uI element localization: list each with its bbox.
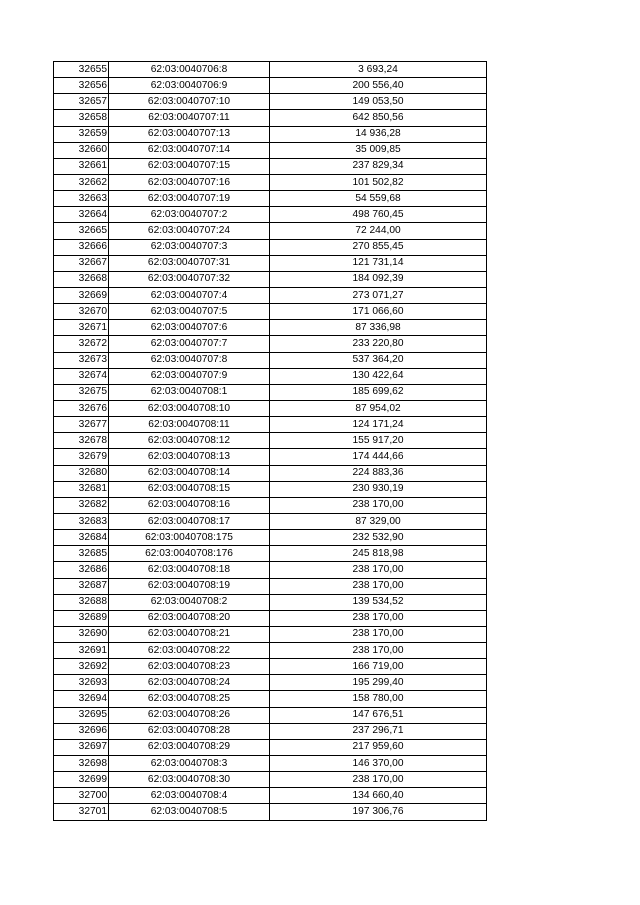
row-number-cell: 32668 xyxy=(54,271,109,287)
row-number-cell: 32672 xyxy=(54,336,109,352)
table-row xyxy=(54,497,487,513)
table-row xyxy=(54,207,487,223)
cadastral-number-cell: 62:03:0040708:20 xyxy=(109,610,270,626)
row-number-cell: 32681 xyxy=(54,481,109,497)
cadastral-number-cell: 62:03:0040708:19 xyxy=(109,578,270,594)
cadastral-number-cell: 62:03:0040707:2 xyxy=(109,207,270,223)
row-number-cell: 32662 xyxy=(54,174,109,190)
cadastral-value-cell: 232 532,90 xyxy=(270,530,487,546)
row-number-cell: 32661 xyxy=(54,158,109,174)
cadastral-value-cell: 184 092,39 xyxy=(270,271,487,287)
table-row xyxy=(54,78,487,94)
cadastral-number-cell: 62:03:0040708:17 xyxy=(109,513,270,529)
row-number-cell: 32666 xyxy=(54,239,109,255)
row-number-cell: 32679 xyxy=(54,449,109,465)
cadastral-number-cell: 62:03:0040708:21 xyxy=(109,626,270,642)
row-number-cell: 32698 xyxy=(54,756,109,772)
row-number-cell: 32685 xyxy=(54,546,109,562)
row-number-cell: 32687 xyxy=(54,578,109,594)
cadastral-number-cell: 62:03:0040707:19 xyxy=(109,191,270,207)
cadastral-value-cell: 270 855,45 xyxy=(270,239,487,255)
cadastral-value-cell: 238 170,00 xyxy=(270,497,487,513)
table-row xyxy=(54,223,487,239)
cadastral-value-cell: 130 422,64 xyxy=(270,368,487,384)
table-row xyxy=(54,287,487,303)
table-row xyxy=(54,691,487,707)
row-number-cell: 32684 xyxy=(54,530,109,546)
row-number-cell: 32682 xyxy=(54,497,109,513)
cadastral-value-cell: 238 170,00 xyxy=(270,578,487,594)
table-row xyxy=(54,142,487,158)
row-number-cell: 32688 xyxy=(54,594,109,610)
cadastral-value-cell: 72 244,00 xyxy=(270,223,487,239)
cadastral-value-cell: 217 959,60 xyxy=(270,739,487,755)
cadastral-value-cell: 124 171,24 xyxy=(270,417,487,433)
row-number-cell: 32694 xyxy=(54,691,109,707)
cadastral-number-cell: 62:03:0040707:15 xyxy=(109,158,270,174)
cadastral-number-cell: 62:03:0040708:28 xyxy=(109,723,270,739)
cadastral-number-cell: 62:03:0040708:18 xyxy=(109,562,270,578)
cadastral-number-cell: 62:03:0040708:175 xyxy=(109,530,270,546)
table-body xyxy=(54,62,487,821)
cadastral-value-cell: 642 850,56 xyxy=(270,110,487,126)
cadastral-value-cell: 238 170,00 xyxy=(270,643,487,659)
cadastral-number-cell: 62:03:0040707:9 xyxy=(109,368,270,384)
row-number-cell: 32680 xyxy=(54,465,109,481)
table-row xyxy=(54,804,487,820)
cadastral-number-cell: 62:03:0040708:23 xyxy=(109,659,270,675)
table-row xyxy=(54,94,487,110)
cadastral-number-cell: 62:03:0040708:26 xyxy=(109,707,270,723)
cadastral-number-cell: 62:03:0040707:32 xyxy=(109,271,270,287)
table-row xyxy=(54,62,487,78)
table-row xyxy=(54,659,487,675)
row-number-cell: 32665 xyxy=(54,223,109,239)
cadastral-number-cell: 62:03:0040708:14 xyxy=(109,465,270,481)
table-row xyxy=(54,562,487,578)
cadastral-number-cell: 62:03:0040708:3 xyxy=(109,756,270,772)
table-row xyxy=(54,788,487,804)
row-number-cell: 32669 xyxy=(54,287,109,303)
row-number-cell: 32676 xyxy=(54,400,109,416)
cadastral-value-cell: 230 930,19 xyxy=(270,481,487,497)
cadastral-value-cell: 14 936,28 xyxy=(270,126,487,142)
table-row xyxy=(54,433,487,449)
cadastral-number-cell: 62:03:0040708:30 xyxy=(109,772,270,788)
cadastral-value-cell: 171 066,60 xyxy=(270,304,487,320)
table-row xyxy=(54,352,487,368)
table-row xyxy=(54,546,487,562)
row-number-cell: 32693 xyxy=(54,675,109,691)
cadastral-number-cell: 62:03:0040707:3 xyxy=(109,239,270,255)
row-number-cell: 32657 xyxy=(54,94,109,110)
table-row xyxy=(54,594,487,610)
table-row xyxy=(54,417,487,433)
cadastral-value-cell: 273 071,27 xyxy=(270,287,487,303)
table-row xyxy=(54,255,487,271)
cadastral-value-cell: 139 534,52 xyxy=(270,594,487,610)
row-number-cell: 32695 xyxy=(54,707,109,723)
table-row xyxy=(54,465,487,481)
cadastral-value-cell: 3 693,24 xyxy=(270,62,487,78)
cadastral-number-cell: 62:03:0040707:4 xyxy=(109,287,270,303)
table-row xyxy=(54,739,487,755)
cadastral-number-cell: 62:03:0040708:22 xyxy=(109,643,270,659)
table-row xyxy=(54,513,487,529)
cadastral-number-cell: 62:03:0040708:11 xyxy=(109,417,270,433)
table-row xyxy=(54,336,487,352)
cadastral-value-cell: 200 556,40 xyxy=(270,78,487,94)
table-row xyxy=(54,239,487,255)
cadastral-number-cell: 62:03:0040708:12 xyxy=(109,433,270,449)
table-row xyxy=(54,723,487,739)
cadastral-value-cell: 238 170,00 xyxy=(270,610,487,626)
cadastral-number-cell: 62:03:0040707:13 xyxy=(109,126,270,142)
cadastral-value-cell: 155 917,20 xyxy=(270,433,487,449)
table-row xyxy=(54,174,487,190)
table-row xyxy=(54,110,487,126)
cadastral-value-cell: 537 364,20 xyxy=(270,352,487,368)
cadastral-value-cell: 238 170,00 xyxy=(270,626,487,642)
cadastral-value-cell: 87 336,98 xyxy=(270,320,487,336)
cadastral-value-cell: 158 780,00 xyxy=(270,691,487,707)
table-row xyxy=(54,384,487,400)
cadastral-value-cell: 238 170,00 xyxy=(270,562,487,578)
table-row xyxy=(54,481,487,497)
row-number-cell: 32691 xyxy=(54,643,109,659)
row-number-cell: 32677 xyxy=(54,417,109,433)
table-row xyxy=(54,191,487,207)
table-row xyxy=(54,578,487,594)
cadastral-number-cell: 62:03:0040707:7 xyxy=(109,336,270,352)
row-number-cell: 32683 xyxy=(54,513,109,529)
row-number-cell: 32660 xyxy=(54,142,109,158)
row-number-cell: 32675 xyxy=(54,384,109,400)
table-row xyxy=(54,772,487,788)
table-row xyxy=(54,400,487,416)
table-row xyxy=(54,271,487,287)
cadastral-number-cell: 62:03:0040708:1 xyxy=(109,384,270,400)
row-number-cell: 32674 xyxy=(54,368,109,384)
row-number-cell: 32689 xyxy=(54,610,109,626)
cadastral-value-cell: 237 296,71 xyxy=(270,723,487,739)
row-number-cell: 32696 xyxy=(54,723,109,739)
cadastral-number-cell: 62:03:0040708:5 xyxy=(109,804,270,820)
cadastral-number-cell: 62:03:0040707:10 xyxy=(109,94,270,110)
row-number-cell: 32655 xyxy=(54,62,109,78)
cadastral-number-cell: 62:03:0040707:11 xyxy=(109,110,270,126)
cadastral-value-cell: 174 444,66 xyxy=(270,449,487,465)
cadastral-value-cell: 87 954,02 xyxy=(270,400,487,416)
cadastral-number-cell: 62:03:0040708:176 xyxy=(109,546,270,562)
cadastral-value-cell: 121 731,14 xyxy=(270,255,487,271)
table-row xyxy=(54,756,487,772)
cadastral-number-cell: 62:03:0040708:25 xyxy=(109,691,270,707)
cadastral-number-cell: 62:03:0040707:6 xyxy=(109,320,270,336)
cadastral-value-cell: 498 760,45 xyxy=(270,207,487,223)
cadastral-value-cell: 245 818,98 xyxy=(270,546,487,562)
cadastral-number-cell: 62:03:0040708:4 xyxy=(109,788,270,804)
row-number-cell: 32667 xyxy=(54,255,109,271)
cadastral-number-cell: 62:03:0040708:16 xyxy=(109,497,270,513)
table-row xyxy=(54,449,487,465)
cadastral-value-cell: 101 502,82 xyxy=(270,174,487,190)
table-row xyxy=(54,643,487,659)
table-row xyxy=(54,675,487,691)
row-number-cell: 32686 xyxy=(54,562,109,578)
cadastral-value-cell: 166 719,00 xyxy=(270,659,487,675)
row-number-cell: 32658 xyxy=(54,110,109,126)
row-number-cell: 32673 xyxy=(54,352,109,368)
cadastral-value-cell: 238 170,00 xyxy=(270,772,487,788)
table-row xyxy=(54,158,487,174)
cadastral-number-cell: 62:03:0040707:8 xyxy=(109,352,270,368)
cadastral-value-cell: 197 306,76 xyxy=(270,804,487,820)
cadastral-number-cell: 62:03:0040706:9 xyxy=(109,78,270,94)
cadastral-number-cell: 62:03:0040708:10 xyxy=(109,400,270,416)
cadastral-number-cell: 62:03:0040708:2 xyxy=(109,594,270,610)
cadastral-number-cell: 62:03:0040706:8 xyxy=(109,62,270,78)
table-row xyxy=(54,626,487,642)
cadastral-value-cell: 54 559,68 xyxy=(270,191,487,207)
cadastral-value-cell: 35 009,85 xyxy=(270,142,487,158)
cadastral-value-cell: 233 220,80 xyxy=(270,336,487,352)
table-row xyxy=(54,320,487,336)
row-number-cell: 32700 xyxy=(54,788,109,804)
cadastral-number-cell: 62:03:0040708:13 xyxy=(109,449,270,465)
table-row xyxy=(54,368,487,384)
cadastral-number-cell: 62:03:0040707:31 xyxy=(109,255,270,271)
cadastral-value-cell: 224 883,36 xyxy=(270,465,487,481)
cadastral-value-cell: 195 299,40 xyxy=(270,675,487,691)
row-number-cell: 32692 xyxy=(54,659,109,675)
cadastral-value-cell: 134 660,40 xyxy=(270,788,487,804)
row-number-cell: 32664 xyxy=(54,207,109,223)
cadastral-value-cell: 185 699,62 xyxy=(270,384,487,400)
row-number-cell: 32671 xyxy=(54,320,109,336)
row-number-cell: 32690 xyxy=(54,626,109,642)
table-row xyxy=(54,304,487,320)
row-number-cell: 32656 xyxy=(54,78,109,94)
row-number-cell: 32699 xyxy=(54,772,109,788)
row-number-cell: 32670 xyxy=(54,304,109,320)
table-row xyxy=(54,530,487,546)
cadastral-value-table xyxy=(53,61,487,821)
row-number-cell: 32697 xyxy=(54,739,109,755)
cadastral-number-cell: 62:03:0040708:24 xyxy=(109,675,270,691)
cadastral-value-cell: 237 829,34 xyxy=(270,158,487,174)
cadastral-number-cell: 62:03:0040707:16 xyxy=(109,174,270,190)
cadastral-number-cell: 62:03:0040708:15 xyxy=(109,481,270,497)
cadastral-value-cell: 149 053,50 xyxy=(270,94,487,110)
row-number-cell: 32659 xyxy=(54,126,109,142)
cadastral-number-cell: 62:03:0040707:14 xyxy=(109,142,270,158)
table-row xyxy=(54,610,487,626)
table-row xyxy=(54,707,487,723)
cadastral-number-cell: 62:03:0040707:24 xyxy=(109,223,270,239)
table-row xyxy=(54,126,487,142)
row-number-cell: 32678 xyxy=(54,433,109,449)
cadastral-value-cell: 146 370,00 xyxy=(270,756,487,772)
cadastral-value-cell: 147 676,51 xyxy=(270,707,487,723)
cadastral-value-cell: 87 329,00 xyxy=(270,513,487,529)
cadastral-number-cell: 62:03:0040707:5 xyxy=(109,304,270,320)
row-number-cell: 32701 xyxy=(54,804,109,820)
row-number-cell: 32663 xyxy=(54,191,109,207)
cadastral-number-cell: 62:03:0040708:29 xyxy=(109,739,270,755)
